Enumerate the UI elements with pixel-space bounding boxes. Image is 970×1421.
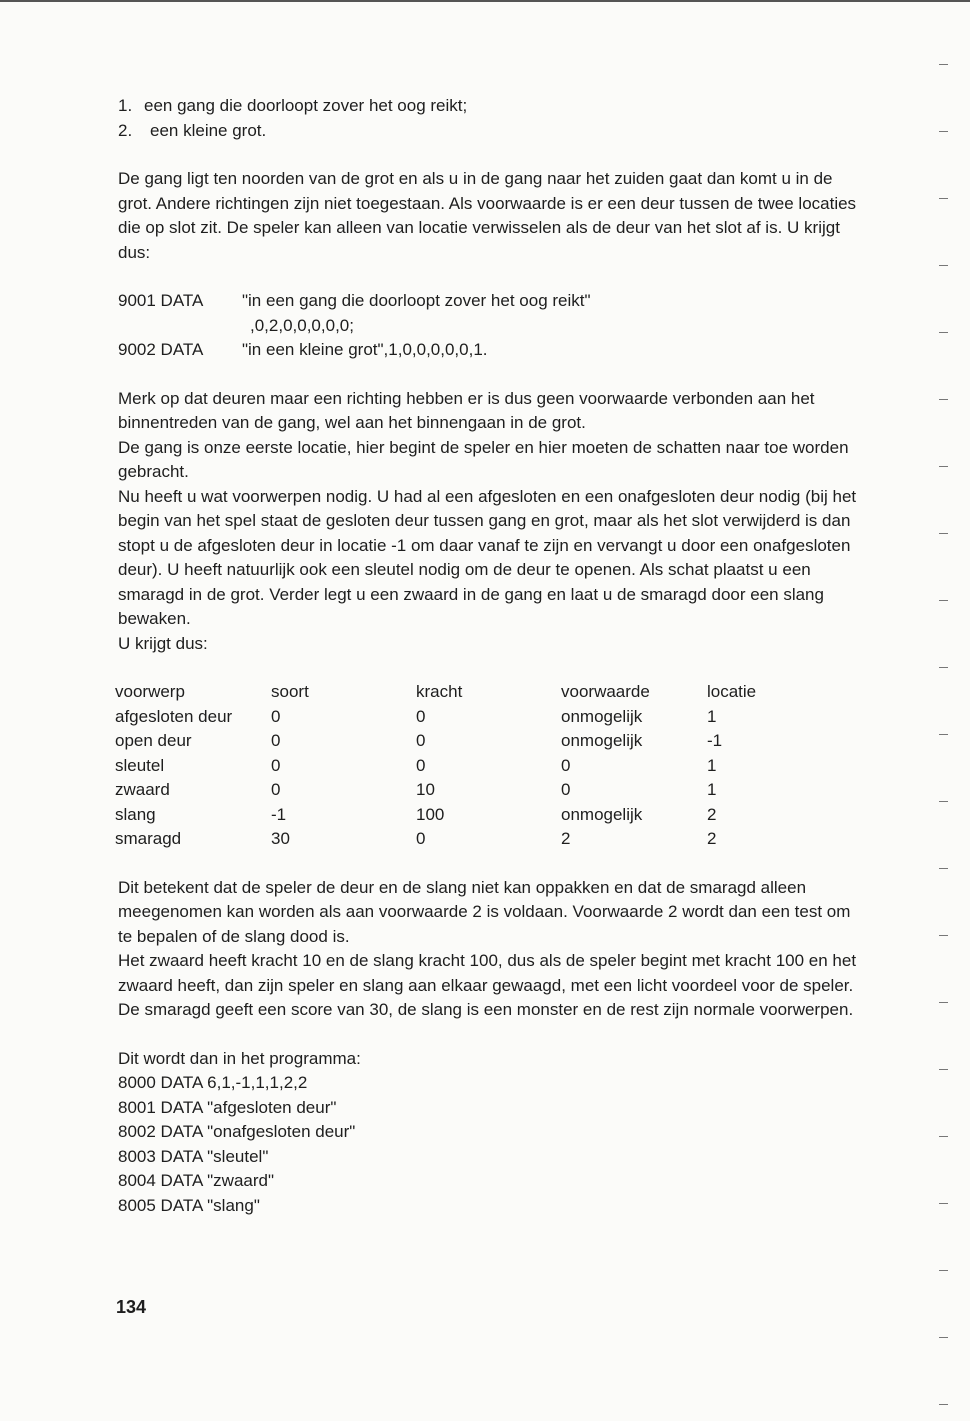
code-line xyxy=(118,338,860,363)
page-body xyxy=(115,94,860,1218)
table-header-row xyxy=(115,680,807,705)
list-number: 1. xyxy=(118,96,133,115)
margin-tick-mark xyxy=(939,198,948,199)
table-row xyxy=(115,778,807,803)
margin-tick-mark xyxy=(939,1136,948,1137)
margin-tick-mark xyxy=(939,466,948,467)
program-intro: Dit wordt dan in het programma: xyxy=(118,1048,361,1068)
paragraph-explanation: Dit betekent dat de speler de deur en de slang niet kan oppakken en dat de smaragd alleen meegenomen kan worden als aan voorwaarde 2 is voldaan. Voorwaarde 2 wordt dan een test om te bepalen of de slang dood is. xyxy=(118,877,851,946)
table-header: kracht xyxy=(416,682,463,701)
margin-tick-mark xyxy=(939,265,948,266)
table-header: soort xyxy=(271,682,309,701)
margin-tick-mark xyxy=(939,600,948,601)
table-cell: afgesloten deur xyxy=(115,706,233,726)
code-line xyxy=(118,289,860,314)
paragraph-result: U krijgt dus: xyxy=(118,633,208,653)
table-cell: sleutel xyxy=(115,755,165,775)
table-cell: 0 xyxy=(416,829,426,848)
table-cell: 30 xyxy=(271,829,290,848)
table-row xyxy=(115,754,807,779)
margin-tick-mark xyxy=(939,1337,948,1338)
code-line: 8004 DATA "zwaard" xyxy=(118,1171,275,1190)
table-cell: 0 xyxy=(416,731,426,750)
list-number: 2. xyxy=(118,120,133,140)
margin-tick-mark xyxy=(939,801,948,802)
table-header: voorwaarde xyxy=(561,682,650,701)
table-cell: 1 xyxy=(707,706,717,726)
objects-table xyxy=(115,680,807,852)
table-cell: slang xyxy=(115,804,156,824)
table-cell: -1 xyxy=(271,804,287,824)
table-cell: zwaard xyxy=(115,780,170,799)
margin-tick-mark xyxy=(939,533,948,534)
code-line: 8002 DATA "onafgesloten deur" xyxy=(118,1122,356,1141)
code-line-text: "in een gang die doorloopt zover het oog reikt" xyxy=(242,291,591,310)
margin-tick-mark xyxy=(939,131,948,132)
margin-tick-mark xyxy=(939,1002,948,1003)
margin-tick-mark xyxy=(939,1270,948,1271)
table-row xyxy=(115,827,807,852)
margin-tick-mark xyxy=(939,1069,948,1070)
table-cell: 0 xyxy=(416,706,426,726)
table-cell: 2 xyxy=(707,829,717,848)
paragraph-locations: De gang ligt ten noorden van de grot en als u in de gang naar het zuiden gaat dan komt u in de grot. Andere richtingen zijn niet toegestaan. Als voorwaarde is er een deur tussen de twee locaties die op slot zit. De speler kan alleen van locatie verwisselen als de deur van het slot af is. U krijgt dus: xyxy=(118,169,857,262)
paragraph-score: De smaragd geeft een score van 30, de slang is een monster en de rest zijn normale voorwerpen. xyxy=(118,1000,854,1019)
table-cell: 10 xyxy=(416,780,435,799)
table-cell: 1 xyxy=(707,780,717,799)
table-cell: 0 xyxy=(561,755,571,775)
code-line-number: 9002 DATA xyxy=(118,340,204,359)
table-cell: 2 xyxy=(561,829,571,848)
margin-tick-mark xyxy=(939,868,948,869)
code-line: 8000 DATA 6,1,-1,1,1,2,2 xyxy=(118,1073,308,1092)
list-item xyxy=(118,94,860,119)
table-cell: smaragd xyxy=(115,829,182,848)
page-number: 134 xyxy=(116,1297,147,1317)
table-cell: open deur xyxy=(115,731,192,750)
code-line-text: "in een kleine grot",1,0,0,0,0,0,1. xyxy=(242,340,488,359)
code-line: 8001 DATA "afgesloten deur" xyxy=(118,1097,337,1117)
page-top-edge xyxy=(0,0,970,2)
table-cell: -1 xyxy=(707,731,723,750)
table-cell: 100 xyxy=(416,804,445,824)
table-header: locatie xyxy=(707,682,757,701)
table-cell: onmogelijk xyxy=(561,706,643,726)
margin-tick-mark xyxy=(939,1404,948,1405)
margin-tick-mark xyxy=(939,935,948,936)
table-cell: 0 xyxy=(416,755,426,775)
table-cell: onmogelijk xyxy=(561,731,643,750)
list-text: een gang die doorloopt zover het oog reikt; xyxy=(144,96,468,115)
margin-tick-mark xyxy=(939,399,948,400)
table-cell: onmogelijk xyxy=(561,804,643,824)
margin-tick-mark xyxy=(939,332,948,333)
paragraph-first-location: De gang is onze eerste locatie, hier begint de speler en hier moeten de schatten naar toe worden gebracht. xyxy=(118,437,849,481)
table-header: voorwerp xyxy=(115,682,185,701)
paragraph-doors: Merk op dat deuren maar een richting hebben er is dus geen voorwaarde verbonden aan het binnentreden van de gang, wel aan het binnengaan in de grot. xyxy=(118,388,815,432)
margin-tick-mark xyxy=(939,64,948,65)
margin-tick-mark xyxy=(939,667,948,668)
margin-tick-mark xyxy=(939,734,948,735)
code-line-continuation: ,0,2,0,0,0,0,0; xyxy=(250,315,354,335)
table-cell: 1 xyxy=(707,755,717,775)
table-row xyxy=(115,803,807,828)
table-row xyxy=(115,705,807,730)
code-line: 8005 DATA "slang" xyxy=(118,1195,260,1215)
table-cell: 0 xyxy=(561,780,571,799)
code-line-number: 9001 DATA xyxy=(118,291,204,310)
margin-tick-mark xyxy=(939,1203,948,1204)
table-cell: 0 xyxy=(271,731,281,750)
table-row xyxy=(115,729,807,754)
table-cell: 0 xyxy=(271,780,281,799)
list-item xyxy=(118,119,860,144)
table-cell: 2 xyxy=(707,804,717,824)
paragraph-strength: Het zwaard heeft kracht 10 en de slang kracht 100, dus als de speler begint met kracht 100 en het zwaard heeft, dan zijn speler en slang aan elkaar gewaagd, met een licht voordeel voor de speler. xyxy=(118,951,857,995)
paragraph-objects: Nu heeft u wat voorwerpen nodig. U had al een afgesloten en een onafgesloten deur nodig (bij het begin van het spel staat de gesloten deur tussen gang en grot, maar als het slot verwijderd is dan stopt u de afgesloten deur in locatie -1 om daar vanaf te zijn en vervangt u door een onafgesloten deur). U heeft natuurlijk ook een sleutel nodig om de deur te openen. Als schat plaatst u een smaragd in de grot. Verder legt u een zwaard in de gang en laat u de smaragd door een slang bewaken. xyxy=(118,486,857,628)
code-line: 8003 DATA "sleutel" xyxy=(118,1146,269,1166)
table-cell: 0 xyxy=(271,706,281,726)
list-text: een kleine grot. xyxy=(150,120,267,140)
table-cell: 0 xyxy=(271,755,281,775)
